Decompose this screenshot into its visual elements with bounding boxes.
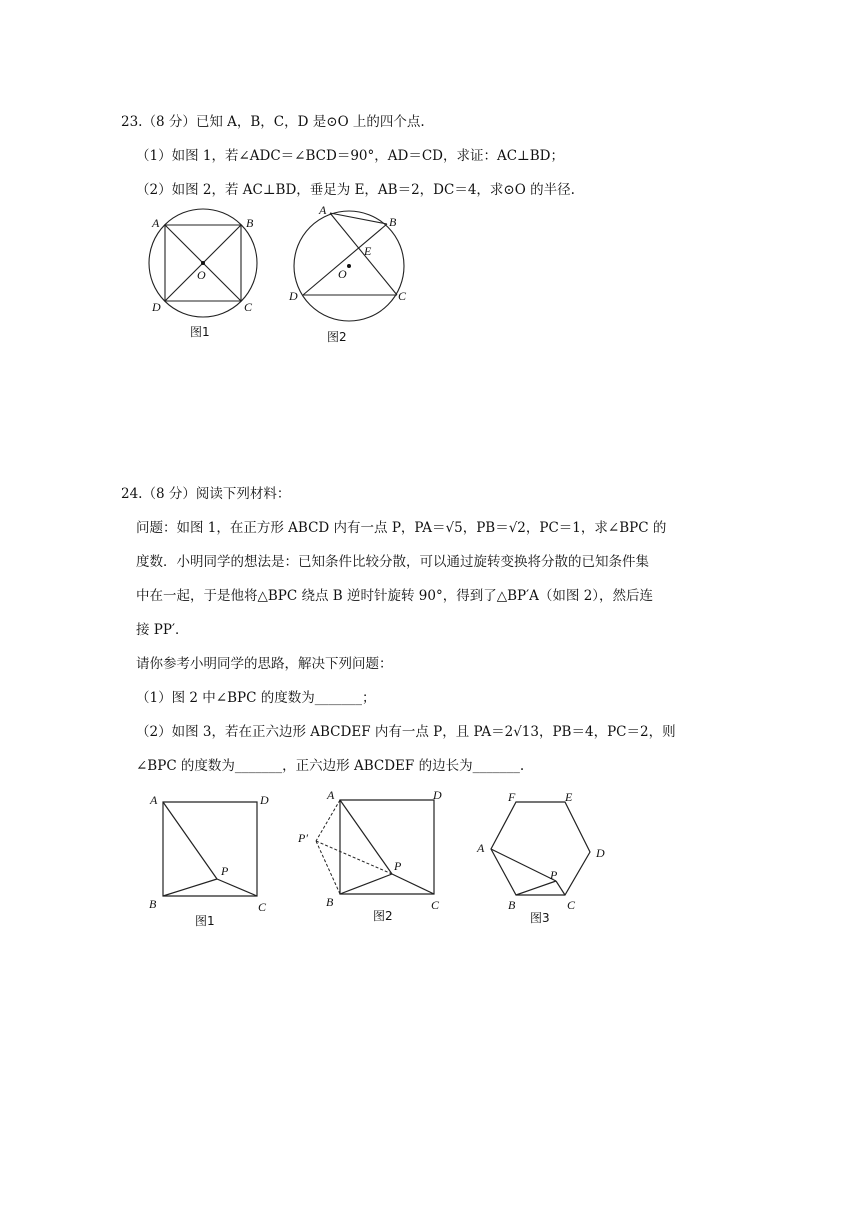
svg-text:A: A bbox=[319, 203, 327, 217]
q23-figure-2 bbox=[285, 200, 425, 350]
svg-text:P: P bbox=[550, 868, 558, 882]
q23-part2: （2）如图 2，若 AC⊥BD，垂足为 E，AB＝2，DC＝4，求⊙O 的半径. bbox=[136, 182, 575, 198]
svg-text:B: B bbox=[149, 897, 157, 911]
q23-figure-1 bbox=[140, 205, 280, 350]
q24-fig2-caption: 图2 bbox=[373, 909, 393, 923]
svg-text:D: D bbox=[152, 300, 161, 314]
q24-part2b: ∠BPC 的度数为_______，正六边形 ABCDEF 的边长为_______. bbox=[136, 758, 525, 774]
q24-part1: （1）图 2 中∠BPC 的度数为_______； bbox=[136, 690, 376, 706]
q23-fig2-caption: 图2 bbox=[327, 330, 347, 344]
svg-text:C: C bbox=[431, 898, 440, 912]
q24-title: 24.（8 分）阅读下列材料： bbox=[121, 486, 291, 502]
svg-text:B: B bbox=[246, 216, 254, 230]
svg-text:O: O bbox=[338, 267, 347, 281]
q24-para1: 问题：如图 1，在正方形 ABCD 内有一点 P，PA＝√5，PB＝√2，PC＝1，求∠BPC 的 bbox=[136, 520, 667, 536]
svg-text:D: D bbox=[289, 289, 298, 303]
svg-text:B: B bbox=[326, 895, 334, 909]
svg-text:C: C bbox=[244, 300, 253, 314]
svg-text:P′: P′ bbox=[298, 831, 308, 845]
svg-text:E: E bbox=[364, 244, 372, 258]
svg-text:D: D bbox=[596, 846, 605, 860]
q24-para3: 中在一起，于是他将△BPC 绕点 B 逆时针旋转 90°，得到了△BP′A（如图 2），然后连 bbox=[136, 588, 654, 604]
q23-title: 23.（8 分）已知 A，B，C，D 是⊙O 上的四个点. bbox=[121, 114, 425, 130]
svg-text:C: C bbox=[398, 289, 407, 303]
q24-para2: 度数．小明同学的想法是：已知条件比较分散，可以通过旋转变换将分散的已知条件集 bbox=[136, 554, 649, 570]
q24-fig1-caption: 图1 bbox=[195, 914, 215, 928]
svg-text:A: A bbox=[150, 793, 158, 807]
svg-text:P: P bbox=[394, 859, 402, 873]
q23-fig1-caption: 图1 bbox=[190, 325, 210, 339]
svg-text:B: B bbox=[508, 898, 516, 912]
svg-text:C: C bbox=[258, 900, 267, 914]
svg-text:P: P bbox=[221, 864, 229, 878]
svg-text:D: D bbox=[260, 793, 269, 807]
q24-part2a: （2）如图 3，若在正六边形 ABCDEF 内有一点 P，且 PA＝2√13，PB＝4，PC＝2，则 bbox=[136, 724, 676, 740]
q24-figure-2 bbox=[295, 785, 450, 930]
svg-text:A: A bbox=[327, 788, 335, 802]
q24-para4: 接 PP′． bbox=[136, 622, 189, 638]
q24-fig3-caption: 图3 bbox=[530, 911, 550, 925]
svg-text:A: A bbox=[152, 216, 160, 230]
svg-text:B: B bbox=[389, 215, 397, 229]
q23-part1: （1）如图 1，若∠ADC＝∠BCD＝90°，AD＝CD，求证：AC⊥BD； bbox=[136, 148, 564, 164]
q24-figure-3 bbox=[470, 785, 620, 930]
q24-para5: 请你参考小明同学的思路，解决下列问题： bbox=[136, 656, 393, 672]
svg-text:C: C bbox=[567, 898, 576, 912]
svg-text:E: E bbox=[565, 790, 573, 804]
svg-text:O: O bbox=[197, 268, 206, 282]
svg-text:A: A bbox=[477, 841, 485, 855]
q24-figure-1 bbox=[145, 790, 285, 935]
svg-text:D: D bbox=[433, 788, 442, 802]
svg-text:F: F bbox=[508, 790, 516, 804]
